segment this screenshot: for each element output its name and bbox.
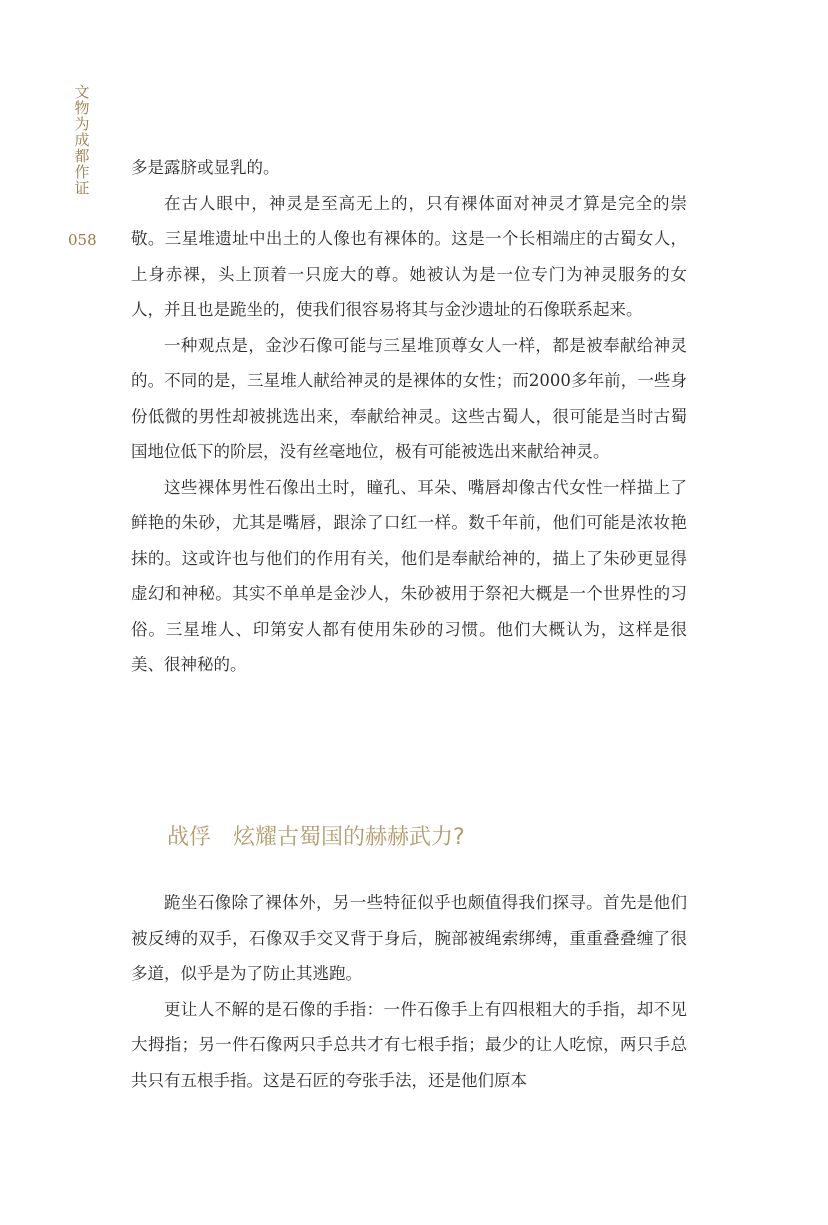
paragraph: 更让人不解的是石像的手指：一件石像手上有四根粗大的手指，却不见大拇指；另一件石像两只手总共才有七根手指；最少的让人吃惊，两只手总共只有五根手指。这是石匠的夸张手法，还是他们原本 (131, 999, 687, 1090)
section-heading: 战俘 炫耀古蜀国的赫赫武力? (167, 825, 465, 850)
page-number: 058 (68, 231, 97, 249)
body-text-bottom (131, 885, 687, 1098)
body-text-top (131, 150, 687, 683)
paragraph: 跪坐石像除了裸体外，另一些特征似乎也颇值得我们探寻。首先是他们被反缚的双手，石像双手交叉背于身后，腕部被绳索绑缚，重重叠叠缠了很多道，似乎是为了防止其逃跑。 (131, 893, 687, 983)
paragraph: 这些裸体男性石像出土时，瞳孔、耳朵、嘴唇却像古代女性一样描上了鲜艳的朱砂，尤其是嘴唇，跟涂了口红一样。数千年前，他们可能是浓妆艳抹的。这或许也与他们的作用有关，他们是奉献给神的，描上了朱砂更显得虚幻和神秘。其实不单单是金沙人，朱砂被用于祭祀大概是一个世界性的习俗。三星堆人、印第安人都有使用朱砂的习惯。他们大概认为，这样是很美、很神秘的。 (131, 477, 687, 674)
paragraph: 在古人眼中，神灵是至高无上的，只有裸体面对神灵才算是完全的崇敬。三星堆遗址中出土的人像也有裸体的。这是一个长相端庄的古蜀女人，上身赤裸，头上顶着一只庞大的尊。她被认为是一位专门为神灵服务的女人，并且也是跪坐的，使我们很容易将其与金沙遗址的石像联系起来。 (131, 193, 687, 319)
paragraph: 一种观点是，金沙石像可能与三星堆顶尊女人一样，都是被奉献给神灵的。不同的是，三星堆人献给神灵的是裸体的女性；而2000多年前，一些身份低微的男性却被挑选出来，奉献给神灵。这些古蜀人，很可能是当时古蜀国地位低下的阶层，没有丝毫地位，极有可能被选出来献给神灵。 (131, 335, 687, 461)
side-book-title: 文物为成都作证 (74, 83, 90, 197)
paragraph: 多是露脐或显乳的。 (131, 158, 280, 177)
